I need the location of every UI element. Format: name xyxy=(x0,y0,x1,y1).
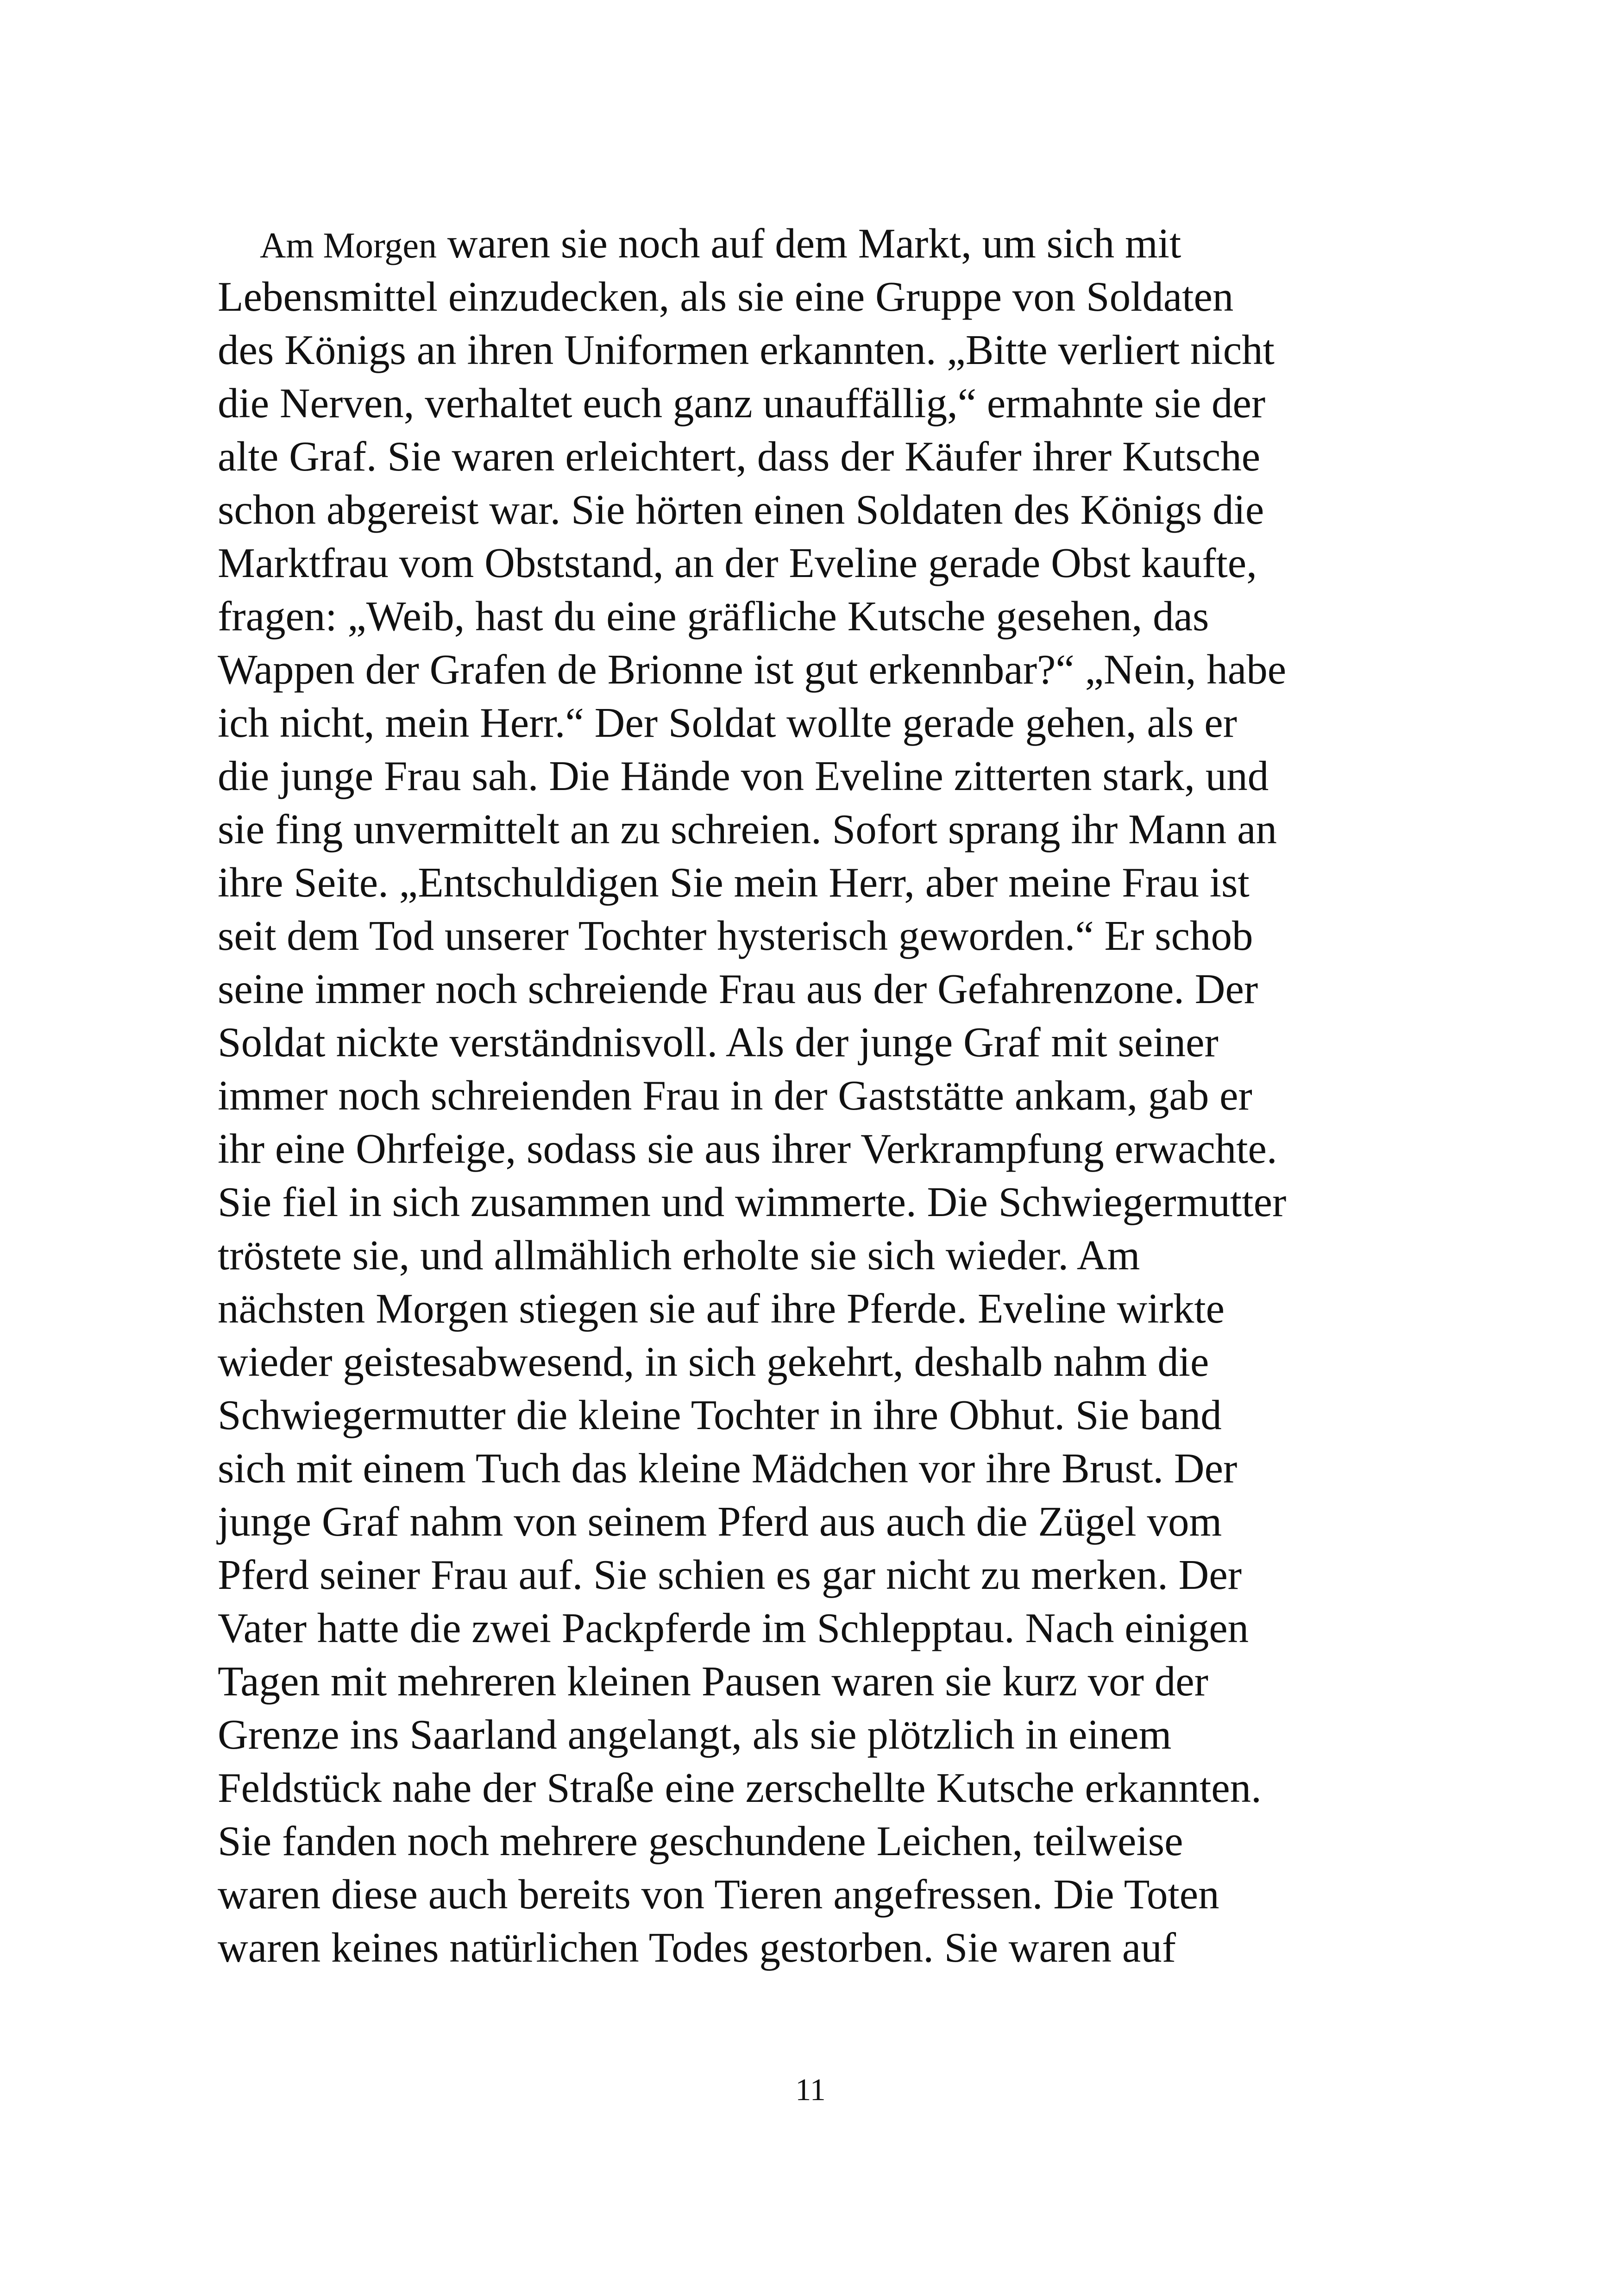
text-line-23: Schwiegermutter die kleine Tochter in ihre Obhut. Sie band xyxy=(218,1392,1222,1438)
text-line-20: tröstete sie, und allmählich erholte sie sich wieder. Am xyxy=(218,1232,1140,1279)
text-line-19: Sie fiel in sich zusammen und wimmerte. Die Schwiegermutter xyxy=(218,1179,1287,1225)
text-line-21: nächsten Morgen stiegen sie auf ihre Pferde. Eveline wirkte xyxy=(218,1285,1225,1332)
text-line-9: Wappen der Grafen de Brionne ist gut erkennbar?“ „Nein, habe xyxy=(218,646,1287,693)
text-line-30: Feldstück nahe der Straße eine zerschellte Kutsche erkannten. xyxy=(218,1764,1262,1811)
text-line-1 xyxy=(218,217,1431,270)
text-line-6: schon abgereist war. Sie hörten einen Soldaten des Königs die xyxy=(218,486,1264,533)
text-line-14: seit dem Tod unserer Tochter hysterisch geworden.“ Er schob xyxy=(218,912,1253,959)
text-line-12: sie fing unvermittelt an zu schreien. Sofort sprang ihr Mann an xyxy=(218,806,1277,853)
text-line-16: Soldat nickte verständnisvoll. Als der junge Graf mit seiner xyxy=(218,1019,1219,1066)
text-line-17: immer noch schreienden Frau in der Gaststätte ankam, gab er xyxy=(218,1072,1252,1119)
text-line-2: Lebensmittel einzudecken, als sie eine Gruppe von Soldaten xyxy=(218,273,1234,320)
text-line-28: Tagen mit mehreren kleinen Pausen waren sie kurz vor der xyxy=(218,1658,1208,1705)
text-line-10: ich nicht, mein Herr.“ Der Soldat wollte gerade gehen, als er xyxy=(218,699,1237,746)
first-words: Am Morgen xyxy=(260,225,437,265)
text-line-33: waren keines natürlichen Todes gestorben. Sie waren auf xyxy=(218,1924,1176,1971)
text-line-27: Vater hatte die zwei Packpferde im Schlepptau. Nach einigen xyxy=(218,1605,1249,1651)
text-line-13: ihre Seite. „Entschuldigen Sie mein Herr, aber meine Frau ist xyxy=(218,859,1250,906)
text-line-31: Sie fanden noch mehrere geschundene Leichen, teilweise xyxy=(218,1818,1183,1864)
text-line-32: waren diese auch bereits von Tieren angefressen. Die Toten xyxy=(218,1871,1219,1918)
text-line-3: des Königs an ihren Uniformen erkannten. „Bitte verliert nicht xyxy=(218,326,1275,373)
text-line-15: seine immer noch schreiende Frau aus der Gefahrenzone. Der xyxy=(218,966,1258,1012)
text-line-25: junge Graf nahm von seinem Pferd aus auch die Zügel vom xyxy=(218,1498,1222,1545)
text-line-7: Marktfrau vom Obststand, an der Eveline gerade Obst kaufte, xyxy=(218,539,1257,586)
text-line-18: ihr eine Ohrfeige, sodass sie aus ihrer Verkrampfung erwachte. xyxy=(218,1125,1277,1172)
text-line-26: Pferd seiner Frau auf. Sie schien es gar nicht zu merken. Der xyxy=(218,1551,1242,1598)
text-line-5: alte Graf. Sie waren erleichtert, dass der Käufer ihrer Kutsche xyxy=(218,433,1261,480)
text-line-24: sich mit einem Tuch das kleine Mädchen vor ihre Brust. Der xyxy=(218,1445,1238,1492)
text-line-4: die Nerven, verhaltet euch ganz unauffällig,“ ermahnte sie der xyxy=(218,380,1266,427)
text-line-22: wieder geistesabwesend, in sich gekehrt, deshalb nahm die xyxy=(218,1338,1209,1385)
text-line-1-rest: waren sie noch auf dem Markt, um sich mit xyxy=(437,220,1181,267)
text-line-11: die junge Frau sah. Die Hände von Eveline zitterten stark, und xyxy=(218,753,1269,799)
body-paragraph xyxy=(218,217,1431,1974)
text-line-29: Grenze ins Saarland angelangt, als sie plötzlich in einem xyxy=(218,1711,1172,1758)
text-line-8: fragen: „Weib, hast du eine gräfliche Kutsche gesehen, das xyxy=(218,593,1209,640)
page-number: 11 xyxy=(795,2072,826,2107)
